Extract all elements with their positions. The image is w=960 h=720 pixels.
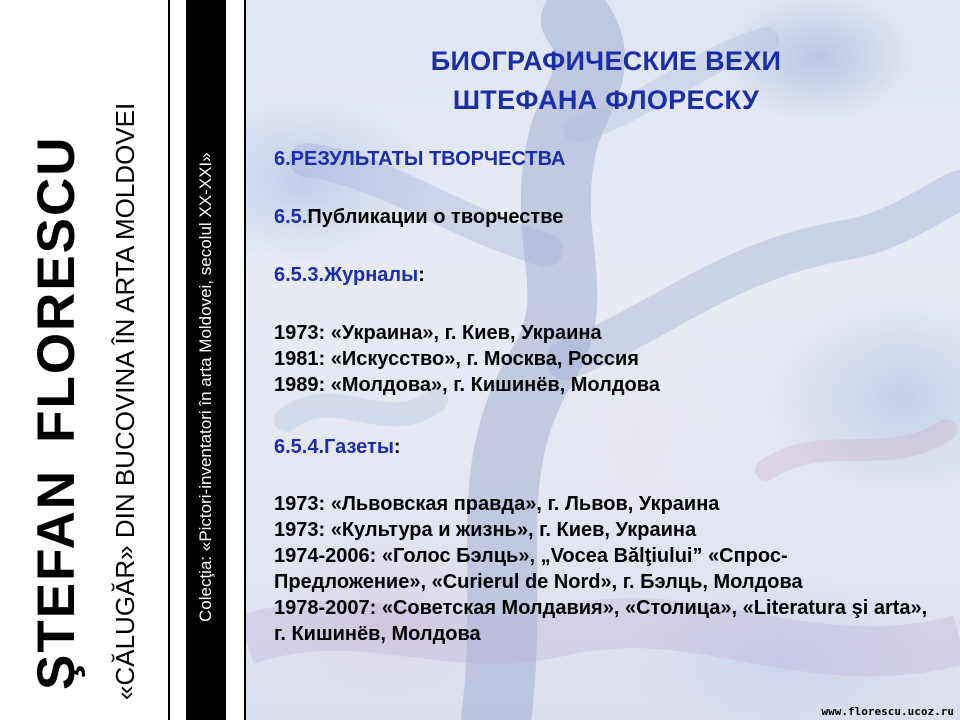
item-text: «Львовская правда», г. Львов, Украина: [325, 493, 720, 515]
title-line-2: ШТЕФАНА ФЛОРЕСКУ: [452, 85, 760, 115]
journals-colon: :: [418, 264, 425, 286]
item-year: 1978-2007:: [274, 597, 377, 619]
item-year: 1973:: [274, 493, 326, 515]
item-year: 1989:: [274, 374, 326, 396]
author-subtitle: «CĂLUGĂR» DIN BUCOVINA ÎN ARTA MOLDOVEI: [110, 102, 140, 700]
newspapers-colon: :: [393, 436, 401, 458]
section-newspapers-heading: [274, 434, 401, 460]
author-first-name: ŞTEFAN: [27, 468, 86, 690]
item-text: «Украина», г. Киев, Украина: [325, 322, 602, 344]
item-year: 1973:: [274, 322, 326, 344]
list-item: [274, 346, 660, 372]
item-text: «Искусство», г. Москва, Россия: [325, 348, 639, 370]
item-text: «Голос Бэлць», „Vocea Bălţiului” «Спрос-Предложение», «Curierul de Nord», г. Бэлць, Молдова: [274, 545, 803, 593]
section-journals-heading: [274, 262, 425, 288]
newspapers-list: [274, 491, 934, 647]
content-panel: [246, 0, 960, 720]
collection-label: Colecţia: «Pictori-inventatori în arta Moldovei, secolul XX-XXI»: [196, 152, 215, 622]
item-year: 1973:: [274, 519, 326, 541]
section-results-heading: 6.РЕЗУЛЬТАТЫ ТВОРЧЕСТВА: [274, 148, 566, 170]
item-text: «Советская Молдавия», «Столица», «Literatura şi arta», г. Кишинёв, Молдова: [274, 597, 928, 645]
author-name: [27, 135, 86, 690]
item-text: «Молдова», г. Кишинёв, Молдова: [325, 374, 660, 396]
newspapers-heading-text: 6.5.4.Газеты: [274, 436, 394, 458]
list-item: [274, 320, 660, 346]
divider-gap: [226, 0, 246, 720]
list-item: [274, 543, 934, 595]
list-item: [274, 372, 660, 398]
site-watermark: www.florescu.ucoz.ru: [821, 705, 954, 718]
author-last-name: FLORESCU: [27, 135, 86, 443]
publications-label: Публикации о творчестве: [307, 206, 564, 228]
title-line-1: БИОГРАФИЧЕСКИЕ ВЕХИ: [430, 46, 782, 76]
section-publications-heading: [274, 204, 563, 230]
item-year: 1981:: [274, 348, 326, 370]
list-item: [274, 595, 934, 647]
list-item: [274, 491, 934, 517]
item-year: 1974-2006:: [274, 545, 377, 567]
page-title: [306, 42, 906, 120]
divider-bar: [168, 0, 188, 720]
journals-list: [274, 320, 660, 398]
sidebar-band: [0, 0, 168, 720]
list-item: [274, 517, 934, 543]
publications-number: 6.5.: [274, 206, 308, 228]
journals-heading-text: 6.5.3.Журналы: [274, 264, 419, 286]
item-text: «Культура и жизнь», г. Киев, Украина: [325, 519, 697, 541]
